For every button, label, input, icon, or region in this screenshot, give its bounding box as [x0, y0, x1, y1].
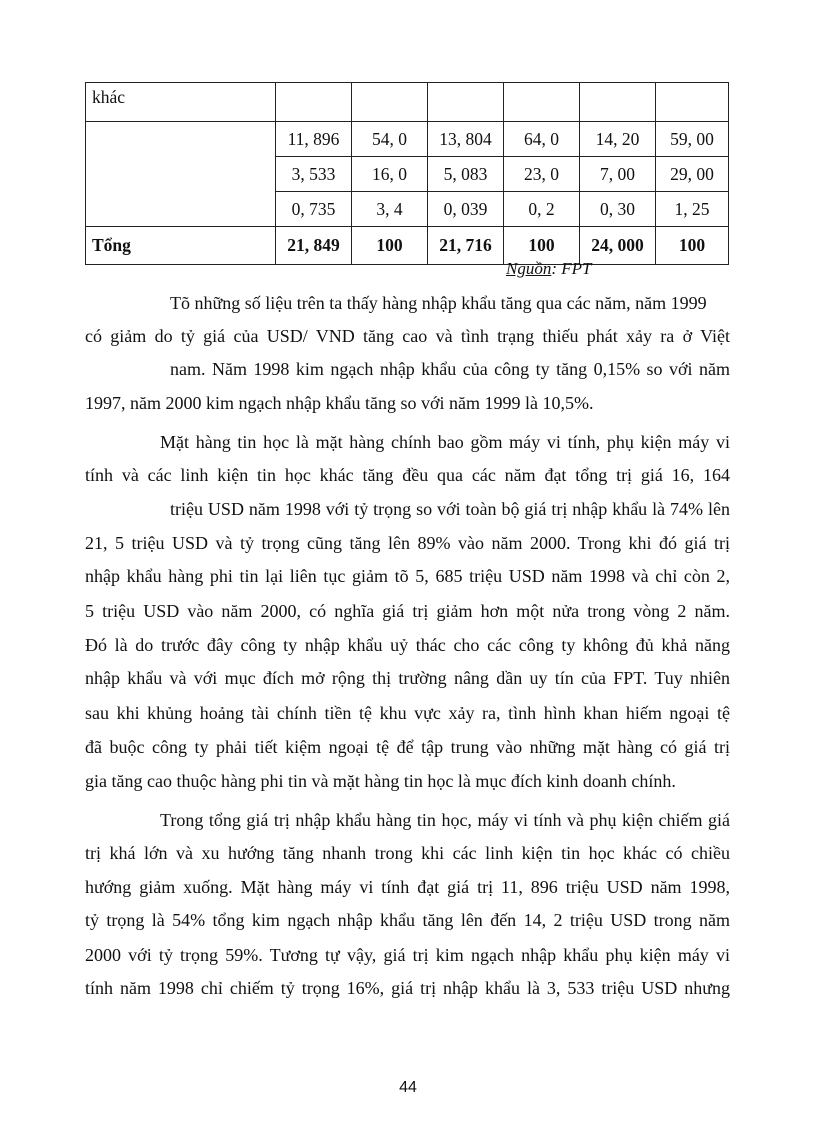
paragraph-line: 5 triệu USD vào năm 2000, có nghĩa giá trị giảm hơn một nửa trong vòng 2 năm. [85, 601, 730, 621]
paragraph-line: hướng giảm xuống. Mặt hàng máy vi tính đạt giá trị 11, 896 triệu USD năm 1998, [85, 877, 730, 897]
table-cell: 0, 30 [580, 192, 656, 227]
table-cell: 16, 0 [352, 157, 428, 192]
table-cell: 7, 00 [580, 157, 656, 192]
row-label: khác [86, 83, 276, 122]
paragraph-line: sau khi khủng hoảng tài chính tiền tệ khu vực xảy ra, tình hình khan hiếm ngoại tệ [85, 703, 730, 723]
table-cell: 100 [656, 227, 729, 265]
table-cell: 11, 896 [276, 122, 352, 157]
table-cell: 24, 000 [580, 227, 656, 265]
table-cell: 0, 735 [276, 192, 352, 227]
table-cell: 3, 4 [352, 192, 428, 227]
table-row [86, 83, 729, 122]
table-cell [428, 83, 504, 122]
table-cell [656, 83, 729, 122]
paragraph-line: tỷ trọng là 54% tổng kim ngạch nhập khẩu tăng lên đến 14, 2 triệu USD trong năm [85, 910, 730, 930]
table-cell: 21, 716 [428, 227, 504, 265]
table-cell: 64, 0 [504, 122, 580, 157]
paragraph-line: gia tăng cao thuộc hàng phi tin và mặt hàng tin học là mục đích kinh doanh chính. [85, 771, 676, 791]
total-row [86, 227, 729, 265]
table-cell: 1, 25 [656, 192, 729, 227]
total-label: Tổng [86, 227, 276, 265]
table-cell: 59, 00 [656, 122, 729, 157]
table-cell: 13, 804 [428, 122, 504, 157]
table-cell: 54, 0 [352, 122, 428, 157]
table-cell [352, 83, 428, 122]
table-cell [580, 83, 656, 122]
table-row [86, 122, 729, 157]
table-cell: 0, 2 [504, 192, 580, 227]
paragraph-line: Đó là do trước đây công ty nhập khẩu uỷ thác cho các công ty không đủ khả năng [85, 635, 730, 655]
paragraph-line: 21, 5 triệu USD và tỷ trọng cũng tăng lên 89% vào năm 2000. Trong khi đó giá trị [85, 533, 730, 553]
paragraph-line: có giảm do tỷ giá của USD/ VND tăng cao và tình trạng thiếu phát xảy ra ở Việt [85, 326, 730, 346]
table-cell: 0, 039 [428, 192, 504, 227]
table-cell: 3, 533 [276, 157, 352, 192]
paragraph-line: Mặt hàng tin học là mặt hàng chính bao gồm máy vi tính, phụ kiện máy vi [160, 432, 730, 452]
table-cell: 100 [352, 227, 428, 265]
table-cell [276, 83, 352, 122]
import-value-table [85, 82, 729, 265]
page-number: 44 [399, 1079, 417, 1096]
paragraph-line: tính năm 1998 chỉ chiếm tỷ trọng 16%, giá trị nhập khẩu là 3, 533 triệu USD nhưng [85, 978, 730, 998]
paragraph-line: Tõ những số liệu trên ta thấy hàng nhập khẩu tăng qua các năm, năm 1999 [170, 293, 707, 313]
table-cell: 21, 849 [276, 227, 352, 265]
source-suffix: : FPT [551, 259, 592, 278]
paragraph-line: Trong tổng giá trị nhập khẩu hàng tin học, máy vi tính và phụ kiện chiếm giá [160, 810, 730, 830]
table-cell: 14, 20 [580, 122, 656, 157]
paragraph-line: 2000 với tỷ trọng 59%. Tương tự vậy, giá trị kim ngạch nhập khẩu phụ kiện máy vi [85, 945, 730, 965]
paragraph-line: 1997, năm 2000 kim ngạch nhập khẩu tăng so với năm 1999 là 10,5%. [85, 393, 594, 413]
source-note [506, 259, 591, 279]
paragraph-line: triệu USD năm 1998 với tỷ trọng so với toàn bộ giá trị nhập khẩu là 74% lên [170, 499, 730, 519]
paragraph-line: nam. Năm 1998 kim ngạch nhập khẩu của công ty tăng 0,15% so với năm [170, 359, 730, 379]
table-cell: 29, 00 [656, 157, 729, 192]
paragraph-line: tính và các linh kiện tin học khác tăng đều qua các năm đạt tổng trị giá 16, 164 [85, 465, 730, 485]
paragraph-line: đã buộc công ty phải tiết kiệm ngoại tệ để tập trung vào những mặt hàng có giá trị [85, 737, 730, 757]
row-label [86, 122, 276, 227]
source-prefix: Nguồn [506, 259, 552, 278]
paragraph-line: trị khá lớn và xu hướng tăng nhanh trong khi các linh kiện tin học khác có chiều [85, 843, 730, 863]
table-cell: 23, 0 [504, 157, 580, 192]
table-cell: 5, 083 [428, 157, 504, 192]
paragraph-line: nhập khẩu hàng phi tin lại liên tục giảm tõ 5, 685 triệu USD năm 1998 và chỉ còn 2, [85, 566, 730, 586]
table-cell [504, 83, 580, 122]
table-cell: 100 [504, 227, 580, 265]
paragraph-line: nhập khẩu và với mục đích mở rộng thị trường nâng dần uy tín của FPT. Tuy nhiên [85, 668, 730, 688]
